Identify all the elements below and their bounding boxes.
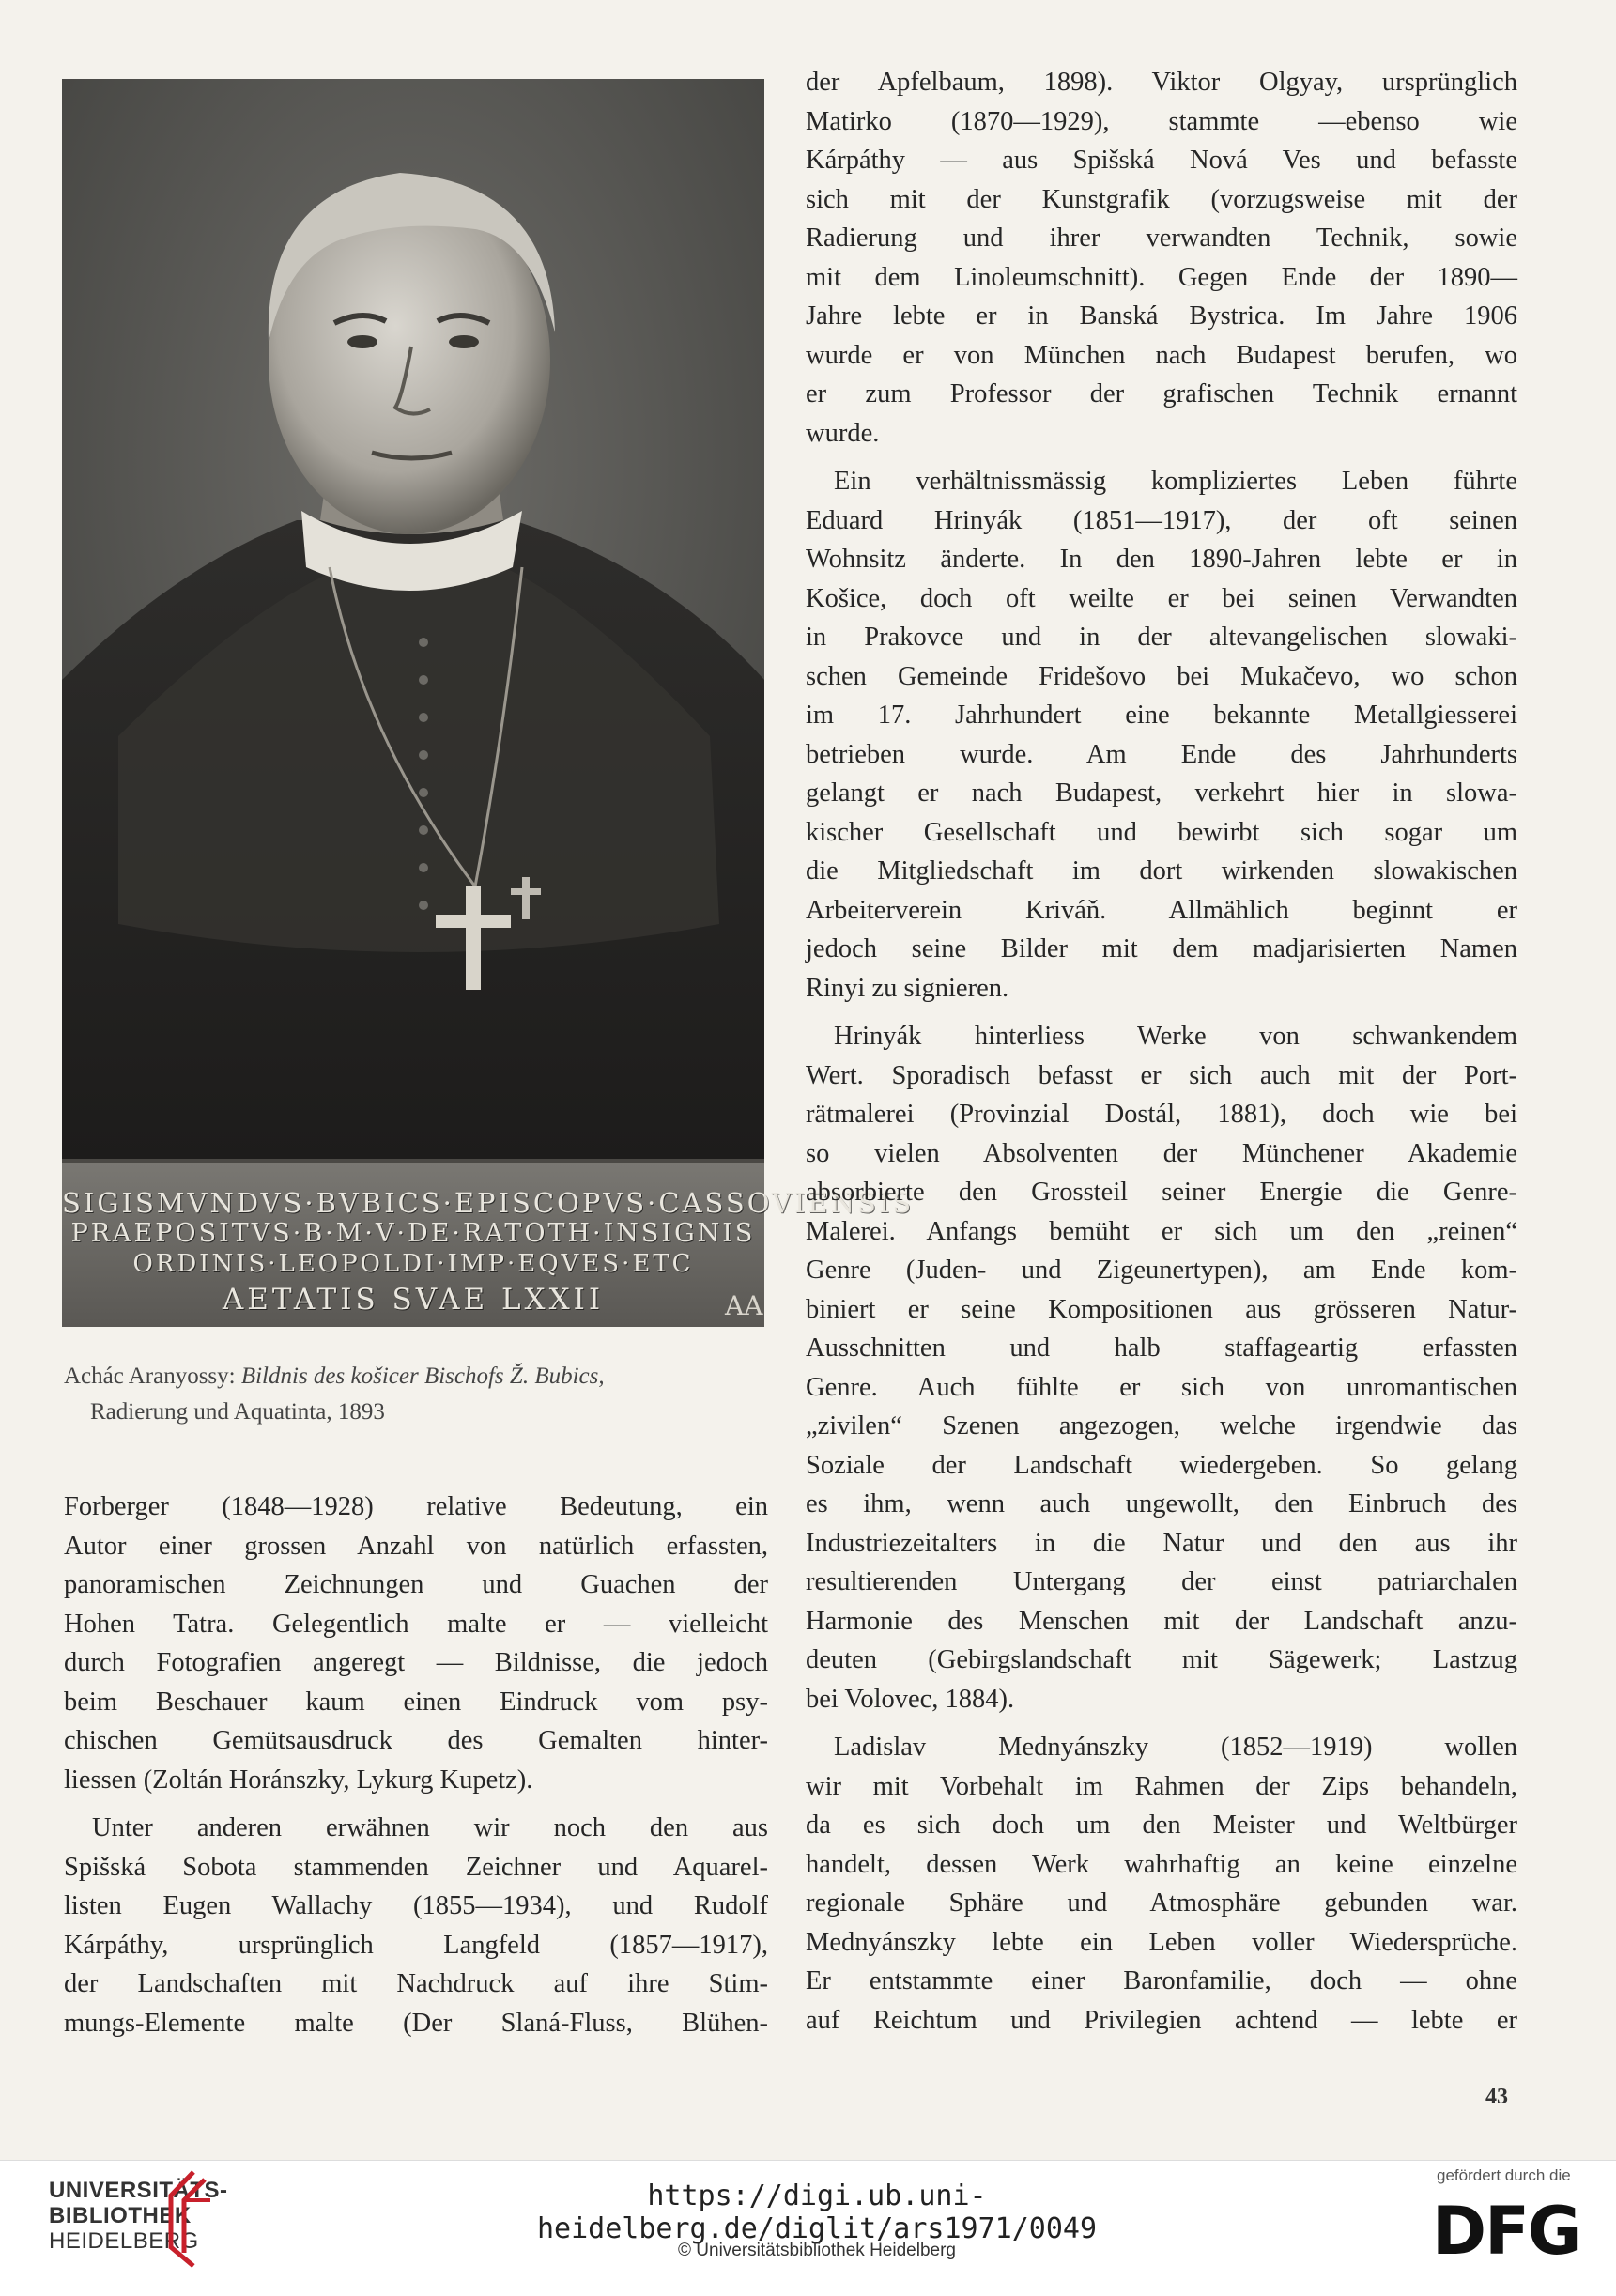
- text-line: bei Volovec, 1884).: [806, 1684, 1015, 1714]
- text-line: Kárpáthy — aus Spišská Nová Ves und befasste: [806, 146, 1517, 175]
- text-line: Ausschnitten und halb staffageartig erfassten: [806, 1333, 1517, 1363]
- text-line: so vielen Absolventen der Münchener Akademie: [806, 1138, 1517, 1168]
- artist-monogram: AA: [725, 1290, 763, 1321]
- paragraph-gap: [806, 453, 1517, 462]
- text-line: regionale Sphäre und Atmosphäre gebunden war.: [806, 1888, 1517, 1918]
- text-line: mit dem Linoleumschnitt). Gegen Ende der 1890—: [806, 262, 1517, 292]
- text-line: schen Gemeinde Fridešovo bei Mukačevo, wo schon: [806, 661, 1517, 691]
- text-line: Genre. Auch fühlte er sich von unromantischen: [806, 1372, 1517, 1402]
- text-line: Soziale der Landschaft wiedergeben. So gelang: [806, 1450, 1517, 1480]
- text-line: resultierenden Untergang der einst patriarchalen: [806, 1567, 1517, 1596]
- text-line: listen Eugen Wallachy (1855—1934), und Rudolf: [64, 1891, 768, 1920]
- paragraph-gap: [64, 1799, 768, 1809]
- text-line: wurde er von München nach Budapest berufen, wo: [806, 340, 1517, 370]
- text-line: Harmonie des Menschen mit der Landschaft anzu-: [806, 1606, 1517, 1636]
- text-line: beim Beschauer kaum einen Eindruck vom psy-: [64, 1687, 768, 1717]
- text-line: Kárpáthy, ursprünglich Langfeld (1857—1917),: [64, 1930, 768, 1960]
- text-line: Radierung und ihrer verwandten Technik, sowie: [806, 223, 1517, 253]
- text-line: chischen Gemütsausdruck des Gemalten hinter-: [64, 1726, 768, 1755]
- text-line: der Landschaften mit Nachdruck auf ihre Stim-: [64, 1969, 768, 1998]
- text-line: betrieben wurde. Am Ende des Jahrhunderts: [806, 739, 1517, 769]
- text-line: im 17. Jahrhundert eine bekannte Metallgiesserei: [806, 701, 1517, 730]
- text-line: handelt, dessen Werk wahrhaftig an keine einzelne: [806, 1849, 1517, 1879]
- text-line: panoramischen Zeichnungen und Guachen der: [64, 1570, 768, 1599]
- text-line: Autor einer grossen Anzahl von natürlich erfassten,: [64, 1531, 768, 1561]
- permalink-url[interactable]: https://digi.ub.uni-heidelberg.de/diglit/ars1971/0049: [536, 2180, 1098, 2245]
- text-line: Genre (Juden- und Zigeunertypen), am Ende kom-: [806, 1256, 1517, 1285]
- text-line: Wohnsitz änderte. In den 1890-Jahren lebte er in: [806, 545, 1517, 574]
- text-line: kischer Gesellschaft und bewirbt sich sogar um: [806, 817, 1517, 847]
- figure-caption: [64, 1359, 777, 1430]
- left-text-column: [64, 1487, 768, 2042]
- text-line: wir mit Vorbehalt im Rahmen der Zips behandeln,: [806, 1771, 1517, 1801]
- text-line: Malerei. Anfangs bemüht er sich um den „reinen“: [806, 1216, 1517, 1246]
- text-line: Matirko (1870—1929), stammte —ebenso wie: [806, 106, 1517, 136]
- caption-title: Bildnis des košicer Bischofs Ž. Bubics,: [240, 1364, 605, 1389]
- text-line: Košice, doch oft weilte er bei seinen Verwandten: [806, 583, 1517, 613]
- text-line: Eduard Hrinyák (1851—1917), der oft seinen: [806, 505, 1517, 535]
- text-line: gelangt er nach Budapest, verkehrt hier in slowa-: [806, 778, 1517, 808]
- text-line: Wert. Sporadisch befasst er sich auch mit der Port-: [806, 1060, 1517, 1090]
- caption-artist: Achác Aranyossy:: [64, 1364, 236, 1389]
- digitization-footer: [0, 2160, 1616, 2296]
- text-line: absorbierte den Grossteil seiner Energie die Genre-: [806, 1178, 1517, 1207]
- text-line: sich mit der Kunstgrafik (vorzugsweise mit der: [806, 184, 1517, 214]
- dfg-logo[interactable]: DFG: [1432, 2193, 1580, 2270]
- text-line: biniert er seine Kompositionen aus grösseren Natur-: [806, 1294, 1517, 1324]
- text-line: Unter anderen erwähnen wir noch den aus: [92, 1813, 768, 1842]
- plaque-inscription-line: ORDINIS·LEOPOLDI·IMP·EQVES·ETC: [132, 1250, 694, 1278]
- text-line: liessen (Zoltán Horánszky, Lykurg Kupetz).: [64, 1764, 533, 1795]
- text-line: die Mitgliedschaft im dort wirkenden slowakischen: [806, 856, 1517, 886]
- text-line: deuten (Gebirgslandschaft mit Sägewerk; Lastzug: [806, 1645, 1517, 1674]
- text-line: in Prakovce und in der altevangelischen slowaki-: [806, 623, 1517, 652]
- text-line: er zum Professor der grafischen Technik ernannt: [806, 379, 1517, 408]
- text-line: mungs-Elemente malte (Der Slaná-Fluss, Blühen-: [64, 2008, 768, 2038]
- paragraph-gap: [806, 1718, 1517, 1728]
- sponsor-label: gefördert durch die: [1437, 2166, 1571, 2184]
- library-logo-icon: [165, 2172, 212, 2266]
- text-line: „zivilen“ Szenen angezogen, welche irgendwie das: [806, 1411, 1517, 1441]
- text-line: rätmalerei (Provinzial Dostál, 1881), doch wie bei: [806, 1100, 1517, 1129]
- plaque-inscription-line: SIGISMVNDVS·BVBICS·EPISCOPVS·CASSOVIENSIS: [62, 1187, 915, 1219]
- text-line: durch Fotografien angeregt — Bildnisse, die jedoch: [64, 1648, 768, 1677]
- copyright-notice: © Universitätsbibliothek Heidelberg: [678, 2241, 956, 2260]
- text-line: auf Reichtum und Privilegien achtend — lebte er: [806, 2005, 1517, 2035]
- library-name-line: UNIVERSITÄTS-: [49, 2178, 228, 2203]
- text-line: Jahre lebte er in Banská Bystrica. Im Jahre 1906: [806, 301, 1517, 331]
- library-name-line: BIBLIOTHEK: [49, 2203, 192, 2228]
- text-line: Spišská Sobota stammenden Zeichner und Aquarel-: [64, 1852, 768, 1882]
- text-line: Hohen Tatra. Gelegentlich malte er — vielleicht: [64, 1609, 768, 1639]
- text-line: Mednyánszky lebte ein Leben voller Wiedersprüche.: [806, 1927, 1517, 1957]
- text-line: Hrinyák hinterliess Werke von schwankendem: [834, 1022, 1517, 1051]
- text-line: Rinyi zu signieren.: [806, 973, 1009, 1003]
- text-line: Industriezeitalters in die Natur und den aus ihr: [806, 1528, 1517, 1558]
- text-line: Ein verhältnissmässig kompliziertes Leben führte: [834, 467, 1517, 496]
- text-line: jedoch seine Bilder mit dem madjarisierten Namen: [806, 934, 1517, 963]
- text-line: da es sich doch um den Meister und Weltbürger: [806, 1811, 1517, 1840]
- text-line: wurde.: [806, 418, 880, 448]
- text-line: Ladislav Mednyánszky (1852—1919) wollen: [834, 1733, 1517, 1762]
- plaque-inscription-line: PRAEPOSITVS·B·M·V·DE·RATOTH·INSIGNIS: [70, 1219, 756, 1248]
- text-line: Forberger (1848—1928) relative Bedeutung, ein: [64, 1492, 768, 1521]
- page-number: 43: [1485, 2085, 1508, 2109]
- library-name-line: HEIDELBERG: [49, 2228, 199, 2254]
- text-line: es ihm, wenn auch ungewollt, den Einbruch des: [806, 1489, 1517, 1518]
- caption-technique: Radierung und Aquatinta, 1893: [90, 1399, 385, 1425]
- text-line: Arbeiterverein Kriváň. Allmählich beginnt er: [806, 895, 1517, 925]
- plaque-inscription-line: AETATIS SVAE LXXII: [222, 1283, 605, 1317]
- text-line: der Apfelbaum, 1898). Viktor Olgyay, ursprünglich: [806, 68, 1517, 97]
- text-line: Er entstammte einer Baronfamilie, doch — ohne: [806, 1966, 1517, 1996]
- paragraph-gap: [806, 1008, 1517, 1017]
- right-text-column: [806, 63, 1517, 2040]
